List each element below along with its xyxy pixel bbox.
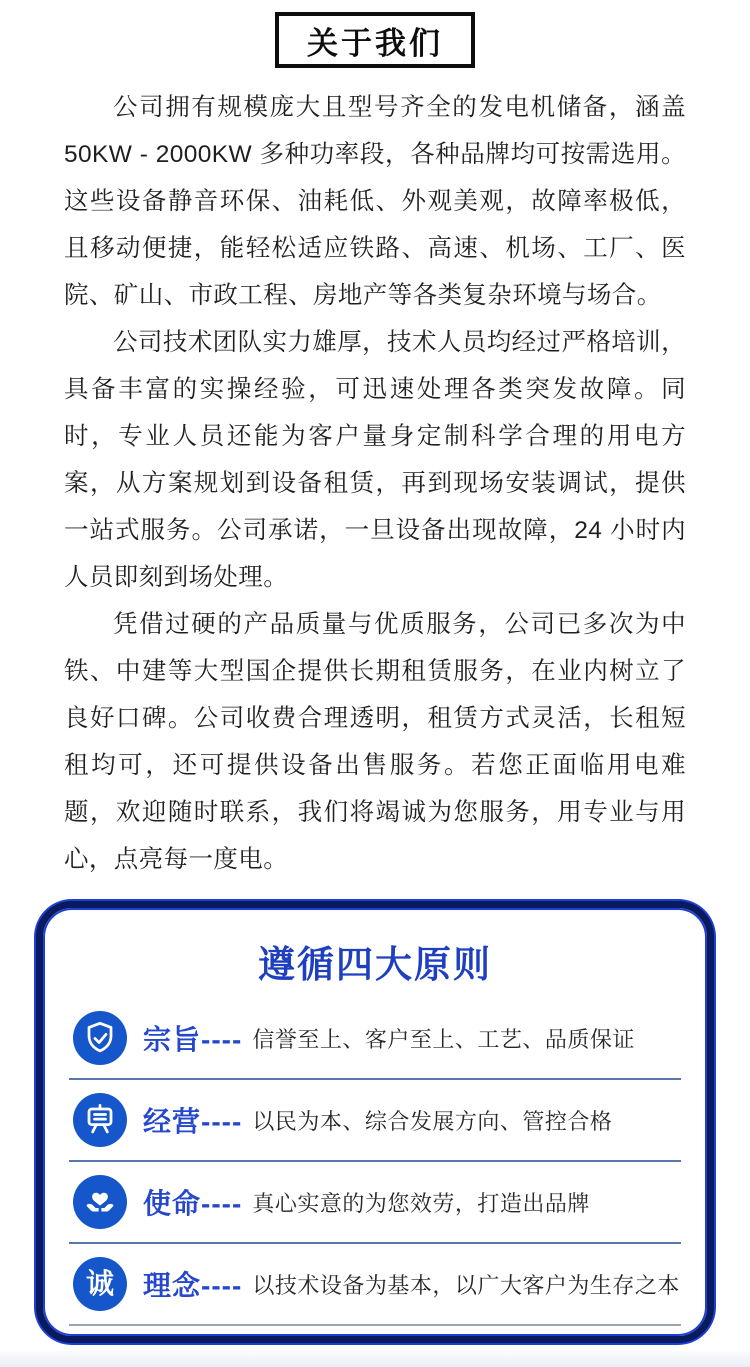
principle-row-philosophy: [69, 1244, 681, 1326]
about-paragraph: 公司拥有规模庞大且型号齐全的发电机储备，涵盖50KW - 2000KW 多种功率段，各种品牌均可按需选用。这些设备静音环保、油耗低、外观美观，故障率极低，且移动便捷，能轻松适应铁路、高速、机场、工厂、医院、矿山、市政工程、房地产等各类复杂环境与场合。: [64, 94, 686, 309]
about-section: [64, 84, 686, 883]
heart-in-hands-icon: [73, 1175, 127, 1229]
page-bottom-strip: [0, 1351, 750, 1367]
sincerity-character-icon: [73, 1257, 127, 1311]
shield-check-icon: [73, 1011, 127, 1065]
page-title-box: [275, 12, 475, 68]
principle-label: 使命----: [143, 1188, 243, 1219]
principle-text: 以技术设备为基本，以广大客户为生存之本: [252, 1272, 680, 1298]
about-paragraph: 公司技术团队实力雄厚，技术人员均经过严格培训，具备丰富的实操经验，可迅速处理各类突发故障。同时，专业人员还能为客户量身定制科学合理的用电方案，从方案规划到设备租赁，再到现场安装调试，提供一站式服务。公司承诺，一旦设备出现故障，24 小时内人员即刻到场处理。: [64, 329, 686, 591]
principle-row-operation: [69, 1080, 681, 1162]
page-title: 关于我们: [307, 25, 443, 61]
principle-row-mission: [69, 1162, 681, 1244]
principle-label: 经营----: [143, 1106, 243, 1137]
principle-text: 真心实意的为您效劳，打造出品牌: [252, 1190, 590, 1216]
principle-label: 理念----: [143, 1270, 243, 1301]
principle-label: 宗旨----: [143, 1024, 243, 1055]
signboard-icon: [73, 1093, 127, 1147]
about-paragraph: 凭借过硬的产品质量与优质服务，公司已多次为中铁、中建等大型国企提供长期租赁服务，在业内树立了良好口碑。公司收费合理透明，租赁方式灵活，长租短租均可，还可提供设备出售服务。若您正面临用电难题，欢迎随时联系，我们将竭诚为您服务，用专业与用心，点亮每一度电。: [64, 611, 686, 873]
principle-text: 以民为本、综合发展方向、管控合格: [252, 1108, 613, 1134]
sincerity-glyph: 诚: [85, 1268, 114, 1299]
principles-card: [36, 901, 714, 1343]
principle-text: 信誉至上、客户至上、工艺、品质保证: [252, 1026, 635, 1052]
principles-title: 遵循四大原则: [258, 944, 492, 985]
principle-row-purpose: [69, 998, 681, 1080]
